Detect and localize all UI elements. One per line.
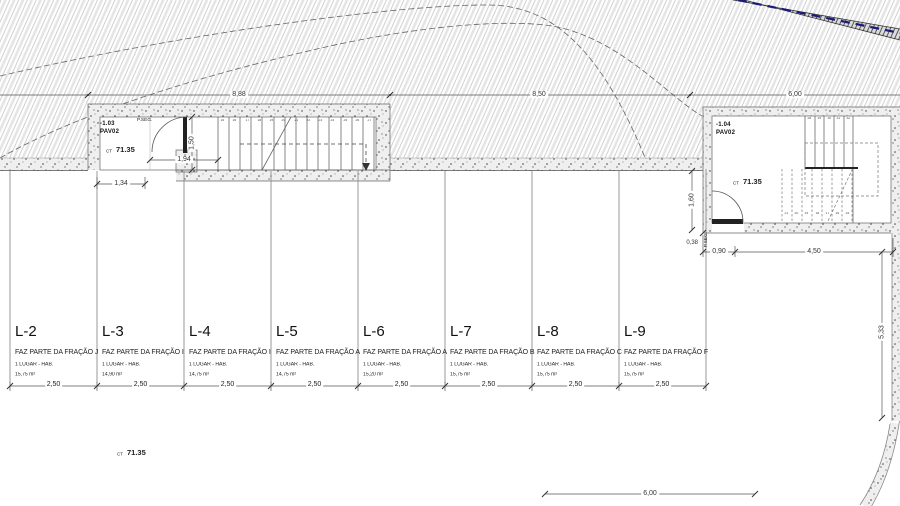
door-leaf (712, 219, 743, 224)
door-tag-left: P.SEG. (137, 118, 153, 123)
parking-bay (358, 320, 445, 392)
ct-label: CT (733, 181, 739, 186)
door-tag-right: P.SEG. (703, 231, 709, 248)
bay-label: L-4 (189, 323, 211, 340)
bay-fraction-text: FAZ PARTE DA FRAÇÃO C (537, 349, 622, 356)
site-curved-wall (860, 421, 900, 506)
step-number: 25 (343, 119, 347, 123)
bay-use-text: 1 LUGAR - HAB. (15, 362, 54, 368)
dim-right-side: 5,33 (878, 325, 886, 339)
bay-area-text: 15,20 m² (363, 372, 384, 378)
ct-level-site (117, 449, 146, 457)
step-number: 29 (817, 117, 822, 121)
bay-use-text: 1 LUGAR - HAB. (189, 362, 228, 368)
ct-value: 71.35 (127, 448, 146, 457)
parking-bay (271, 320, 358, 392)
bay-area-text: 15,75 m² (450, 372, 471, 378)
step-number: 23 (318, 119, 323, 123)
stair-step-numbers-right-top (806, 117, 852, 124)
bay-area-text: 15,75 m² (537, 372, 558, 378)
step-number: 18 (815, 212, 819, 216)
bay-width-dim: 2,50 (394, 381, 409, 388)
bay-use-text: 1 LUGAR - HAB. (537, 362, 576, 368)
parking-bays (0, 320, 900, 392)
dim-exit-left: 1,34 (114, 180, 128, 188)
step-number: 17 (245, 119, 249, 123)
step-number: 15 (845, 212, 850, 216)
floor-tag-left: PAV02 (100, 129, 120, 135)
bay-area-text: 15,75 m² (15, 372, 36, 378)
level-tag-right: -1.04 (716, 122, 731, 128)
bay-width-dim: 2,50 (655, 381, 670, 388)
parking-bay (184, 320, 271, 392)
ct-level-right (733, 178, 762, 186)
dim-a-right: 0,90 (712, 248, 726, 256)
level-tag-left: -1.03 (100, 121, 115, 127)
step-number: 20 (281, 119, 286, 123)
step-number: 24 (330, 119, 335, 123)
dim-side-right: 1,60 (688, 193, 696, 207)
stair-step-numbers-right-bottom (783, 212, 851, 219)
dim-rise-left: 1,50 (188, 136, 196, 150)
bay-fraction-text: FAZ PARTE DA FRAÇÃO I (189, 349, 271, 356)
ct-value: 71.35 (743, 177, 762, 186)
step-number: 21 (294, 119, 298, 123)
bay-area-text: 14,90 m² (102, 372, 123, 378)
bay-label: L-7 (450, 323, 472, 340)
bay-label: L-2 (15, 323, 37, 340)
dim-top-left: 8,88 (232, 91, 246, 99)
floor-tag-right: PAV02 (716, 130, 736, 136)
step-number: 16 (835, 212, 840, 216)
step-number: 15 (220, 119, 225, 123)
step-number: 19 (804, 212, 809, 216)
dim-top-right: 6,00 (788, 91, 802, 99)
bay-area-text: 14,75 m² (189, 372, 210, 378)
dim-gap-right: 0,38 (686, 240, 698, 246)
ct-label: CT (106, 149, 112, 154)
dim-top-middle: 8,50 (532, 91, 546, 99)
bay-label: L-9 (624, 323, 646, 340)
bay-area-text: 14,75 m² (276, 372, 297, 378)
parking-bay (97, 320, 184, 392)
bay-width-dim: 2,50 (568, 381, 583, 388)
dim-bottom: 6,00 (643, 490, 657, 498)
bay-width-dim: 2,50 (133, 381, 148, 388)
dim-b-right: 4,50 (807, 248, 821, 256)
bay-width-dim: 2,50 (481, 381, 496, 388)
dim-leaf-left: 1,94 (177, 156, 191, 164)
step-number: 16 (232, 119, 237, 123)
step-number: 17 (825, 212, 830, 216)
bay-label: L-5 (276, 323, 298, 340)
bay-fraction-text: FAZ PARTE DA FRAÇÃO A (363, 349, 447, 356)
stairwell-left-structure (88, 104, 390, 181)
bay-use-text: 1 LUGAR - HAB. (363, 362, 402, 368)
step-number: 18 (257, 119, 261, 123)
bay-area-text: 15,75 m² (624, 372, 645, 378)
door-leaf (183, 117, 187, 153)
stair-step-numbers-left (219, 119, 373, 126)
step-number: 21 (784, 212, 789, 216)
bay-use-text: 1 LUGAR - HAB. (624, 362, 663, 368)
bay-width-dim: 2,50 (220, 381, 235, 388)
step-number: 26 (355, 119, 360, 123)
bay-fraction-text: FAZ PARTE DA FRAÇÃO F (624, 349, 708, 356)
step-number: 22 (306, 119, 311, 123)
step-number: 27 (367, 119, 372, 123)
step-number: 20 (794, 212, 799, 216)
bay-use-text: 1 LUGAR - HAB. (102, 362, 141, 368)
bay-width-dim: 2,50 (307, 381, 322, 388)
ct-value: 71.35 (116, 145, 135, 154)
bay-fraction-text: FAZ PARTE DA FRAÇÃO I (102, 349, 184, 356)
bay-fraction-text: FAZ PARTE DA FRAÇÃO J (15, 349, 99, 356)
step-number: 28 (807, 117, 812, 121)
ct-level-left (106, 146, 135, 154)
bay-label: L-6 (363, 323, 385, 340)
step-number: 31 (836, 117, 841, 121)
step-number: 19 (269, 119, 274, 123)
bay-use-text: 1 LUGAR - HAB. (450, 362, 489, 368)
step-number: 30 (827, 117, 831, 121)
bay-label: L-8 (537, 323, 559, 340)
bay-width-dim: 2,50 (46, 381, 61, 388)
parking-bay (10, 320, 97, 392)
bay-use-text: 1 LUGAR - HAB. (276, 362, 315, 368)
ct-label: CT (117, 452, 123, 457)
bay-fraction-text: FAZ PARTE DA FRAÇÃO B (450, 349, 535, 356)
step-number: 32 (846, 117, 851, 121)
bay-label: L-3 (102, 323, 124, 340)
bay-fraction-text: FAZ PARTE DA FRAÇÃO A (276, 349, 360, 356)
parking-bay (445, 320, 535, 392)
parking-bay (619, 320, 706, 392)
parking-bay (532, 320, 622, 392)
